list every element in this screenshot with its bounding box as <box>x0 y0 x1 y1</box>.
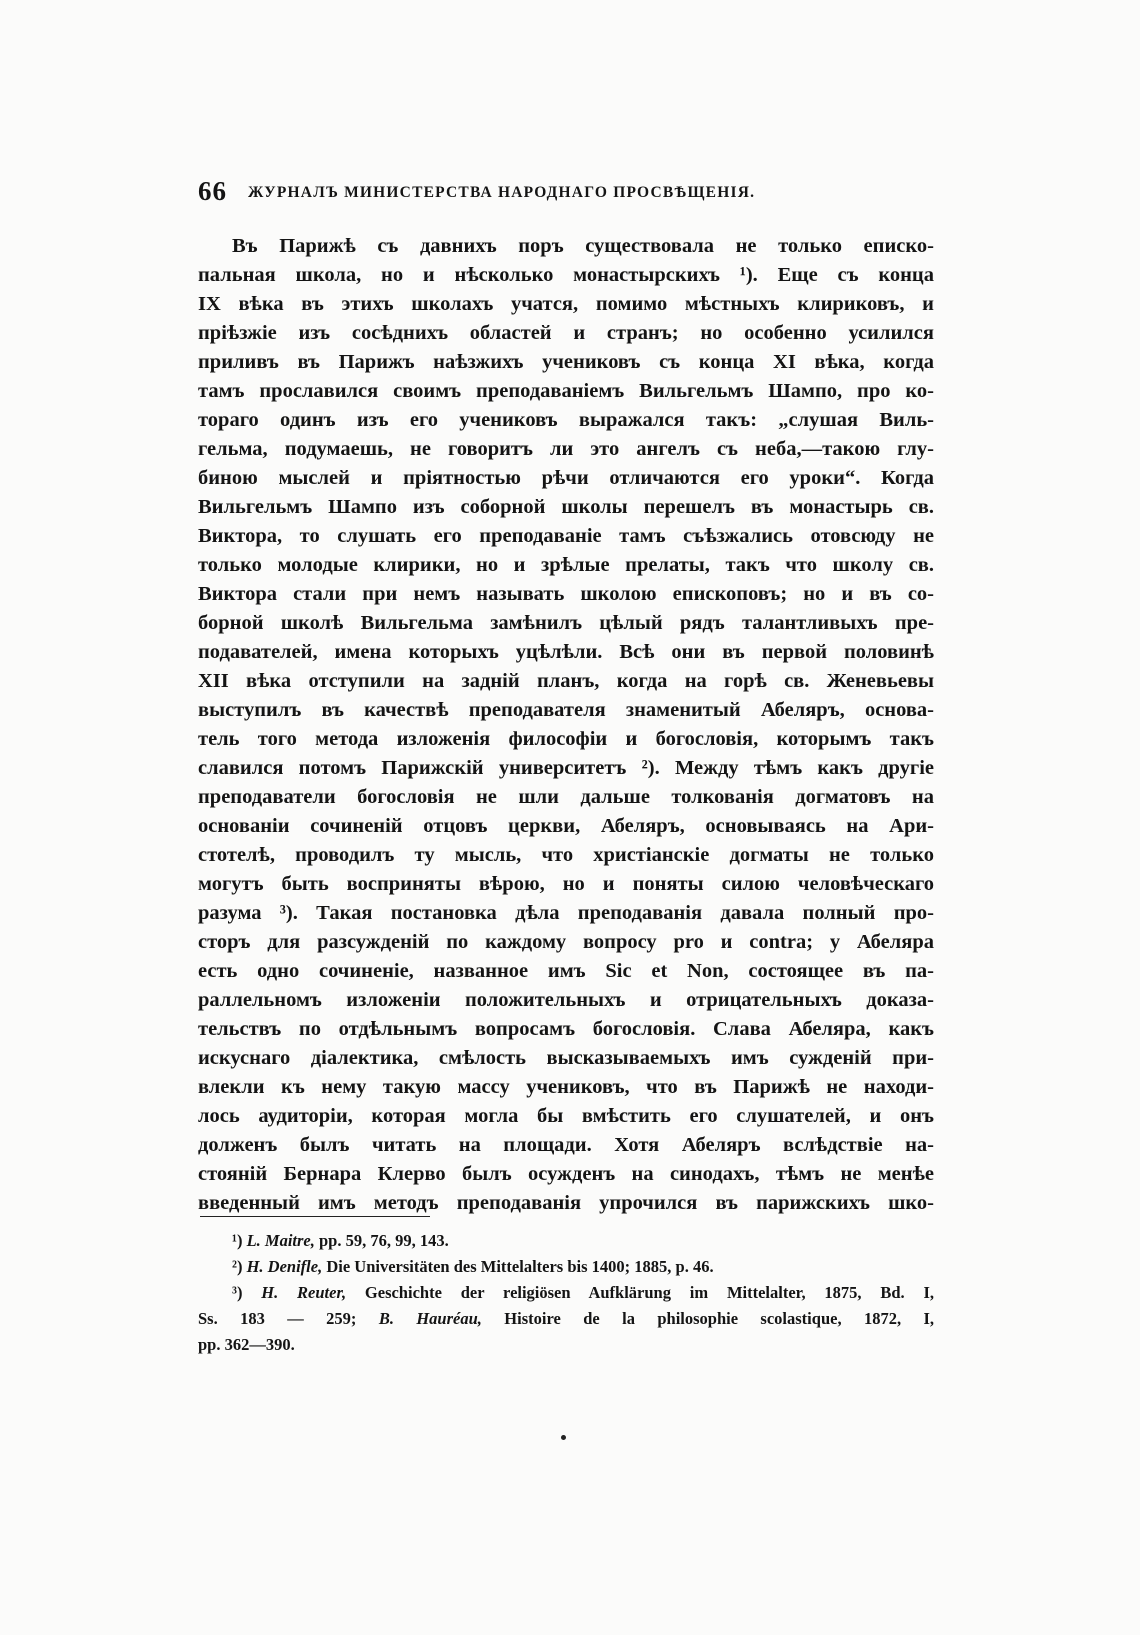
text-line: сторъ для разсужденій по каждому вопросу pro и contra; у Абеляра <box>198 931 934 953</box>
footnote-text: Histoire de la philosophie scolastique, 1872, I, <box>481 1309 934 1328</box>
text-line: могутъ быть восприняты вѣрою, но и поняты силою человѣческаго <box>198 873 934 895</box>
footnote-author: L. Maitre, <box>246 1231 315 1250</box>
text-line: XII вѣка отступили на заднiй планъ, когда на горѣ св. Женевьевы <box>198 670 934 692</box>
text-line: преподаватели богословія не шли дальше толкованія догматовъ на <box>198 786 934 808</box>
footnote-author: H. Reuter, <box>261 1283 347 1302</box>
text-line: борной школѣ Вильгельма замѣнилъ цѣлый рядъ талантливыхъ пре- <box>198 612 934 634</box>
text-line: искуснаго діалектика, смѣлость высказываемыхъ имъ сужденій при- <box>198 1047 934 1069</box>
text-line: стояній Бернара Клерво былъ осужденъ на синодахъ, тѣмъ не менѣе <box>198 1163 934 1185</box>
text-line: Виктора стали при немъ называть школою епископовъ; но и въ со- <box>198 583 934 605</box>
text-line: стотелѣ, проводилъ ту мысль, что христіанскіе догматы не только <box>198 844 934 866</box>
footnote-3 <box>198 1280 934 1306</box>
text-line: биною мыслей и пріятностью рѣчи отличаются его уроки“. Когда <box>198 467 934 489</box>
text-line: тельствъ по отдѣльнымъ вопросамъ богословія. Слава Абеляра, какъ <box>198 1018 934 1040</box>
text-line: подавателей, имена которыхъ уцѣлѣли. Всѣ они въ первой половинѣ <box>198 641 934 663</box>
text-line: влекли къ нему такую массу учениковъ, что въ Парижѣ не находи- <box>198 1076 934 1098</box>
text-line: только молодые клирики, но и зрѣлые прелаты, такъ что школу св. <box>198 554 934 576</box>
footnote-text: pp. 59, 76, 99, 143. <box>314 1231 449 1250</box>
text-line: долженъ былъ читать на площади. Хотя Абеляръ вслѣдствіе на- <box>198 1134 934 1156</box>
text-line: IX вѣка въ этихъ школахъ учатся, помимо мѣстныхъ клириковъ, и <box>198 293 934 315</box>
text-line: пальная школа, но и нѣсколько монастырскихъ ¹). Еще съ конца <box>198 264 934 286</box>
text-line: гельма, подумаешь, не говоритъ ли это ангелъ съ неба,—такою глу- <box>198 438 934 460</box>
text-line: пріѣзжіе изъ сосѣднихъ областей и странъ; но особенно усилился <box>198 322 934 344</box>
footnote-mark: ¹) <box>232 1231 243 1250</box>
text-line: приливъ въ Парижъ наѣзжихъ учениковъ съ конца XI вѣка, когда <box>198 351 934 373</box>
text-line: тораго одинъ изъ его учениковъ выражался такъ: „слушая Виль- <box>198 409 934 431</box>
footnote-text: Geschichte der religiösen Aufklärung im Mittelalter, 1875, Bd. I, <box>346 1283 934 1302</box>
footnote-text: pp. 362—390. <box>198 1335 295 1354</box>
running-title: ЖУРНАЛЪ МИНИСТЕРСТВА НАРОДНАГО ПРОСВѢЩЕНІЯ. <box>248 184 756 201</box>
text-line: Въ Парижѣ съ давнихъ поръ существовала не только еписко- <box>232 235 934 257</box>
text-line: Вильгельмъ Шампо изъ соборной школы перешелъ въ монастырь св. <box>198 496 934 518</box>
text-line: лось аудиторіи, которая могла бы вмѣстить его слушателей, и онъ <box>198 1105 934 1127</box>
footnote-1 <box>198 1228 934 1254</box>
footnote-3-end <box>198 1332 934 1358</box>
text-line: выступилъ въ качествѣ преподавателя знаменитый Абеляръ, основа- <box>198 699 934 721</box>
footnote-mark: ²) <box>232 1257 243 1276</box>
text-line: тамъ прославился своимъ преподаваніемъ Вильгельмъ Шампо, про ко- <box>198 380 934 402</box>
text-line: славился потомъ Парижскій университетъ ²). Между тѣмъ какъ другіе <box>198 757 934 779</box>
footnote-divider <box>200 1216 430 1217</box>
text-line: разума ³). Такая постановка дѣла преподаванія давала полный про- <box>198 902 934 924</box>
body-text <box>198 232 934 1218</box>
footnote-author: H. Denifle, <box>246 1257 323 1276</box>
text-line: раллельномъ изложеніи положительныхъ и отрицательныхъ доказа- <box>198 989 934 1011</box>
page-number: 66 <box>198 176 227 206</box>
text-line: тель того метода изложенія философіи и богословія, которымъ такъ <box>198 728 934 750</box>
page-dot-mark <box>561 1435 566 1440</box>
footnote-3-continued <box>198 1306 934 1332</box>
footnote-text: Die Universitäten des Mittelalters bis 1400; 1885, p. 46. <box>322 1257 714 1276</box>
text-line: Виктора, то слушать его преподаваніе тамъ съѣзжались отовсюду не <box>198 525 934 547</box>
footnotes <box>198 1228 934 1358</box>
text-line: есть одно сочиненіе, названное имъ Sic et Non, состоящее въ па- <box>198 960 934 982</box>
footnote-mark: ³) <box>232 1283 243 1302</box>
footnote-author: B. Hauréau, <box>378 1309 482 1328</box>
page-header <box>198 176 838 216</box>
text-line: введенный имъ методъ преподаванія упрочился въ парижскихъ шко- <box>198 1192 934 1214</box>
footnote-text: Ss. 183 — 259; <box>198 1309 357 1328</box>
footnote-2 <box>198 1254 934 1280</box>
text-line: основаніи сочиненій отцовъ церкви, Абеляръ, основываясь на Ари- <box>198 815 934 837</box>
